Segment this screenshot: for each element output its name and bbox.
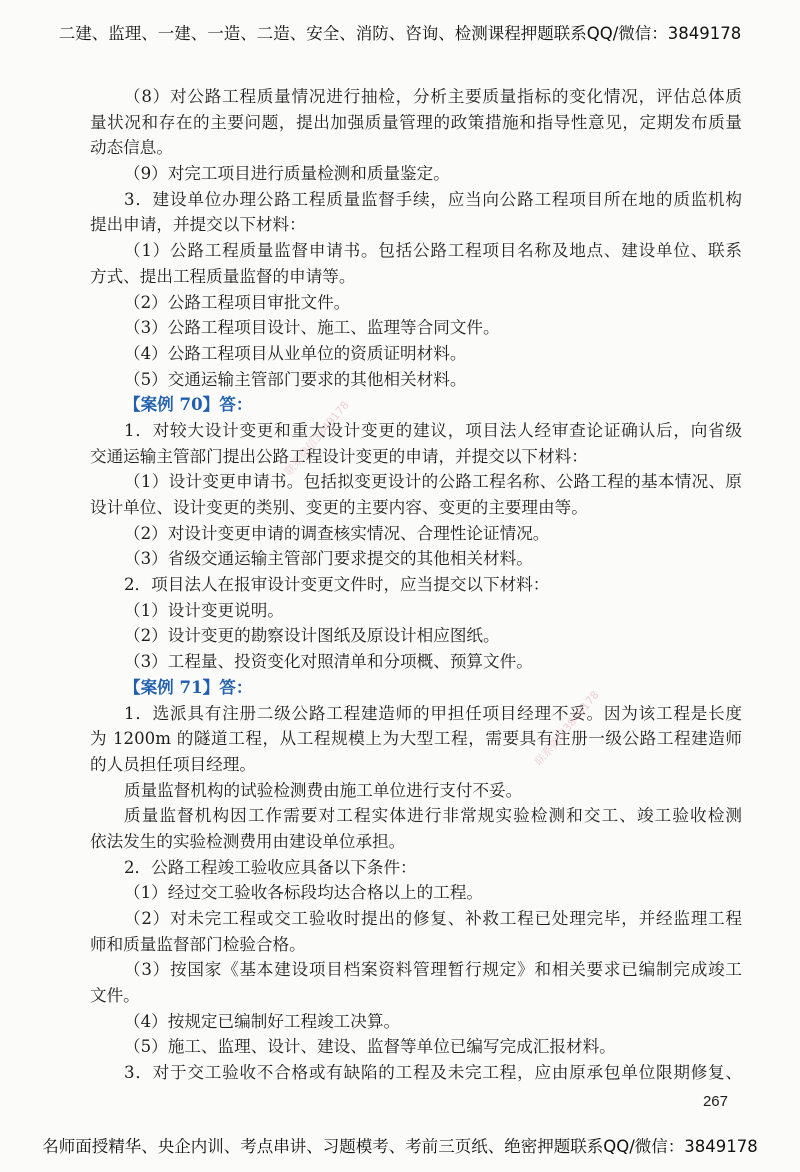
- text-line: （9）对完工项目进行质量检测和质量鉴定。: [124, 164, 450, 184]
- header-banner: 二建、监理、一建、一造、二造、安全、消防、咨询、检测课程押题联系QQ/微信：3849178: [58, 24, 742, 43]
- watermark: 联系微信3849178: [532, 688, 602, 769]
- text-line: 2．公路工程竣工验收应具备以下条件：: [124, 857, 417, 877]
- text-line: （1）公路工程质量监督申请书。包括公路工程项目名称及地点、建设单位、联系: [124, 241, 742, 261]
- text-line: （4）按规定已编制好工程竣工决算。: [124, 1011, 401, 1031]
- text-line: （2）对设计变更申请的调查核实情况、合理性论证情况。: [124, 523, 550, 543]
- text-line: （1）经过交工验收各标段均达合格以上的工程。: [124, 883, 484, 903]
- text-line: （5）交通运输主管部门要求的其他相关材料。: [124, 369, 467, 389]
- text-line: 为 1200m 的隧道工程，从工程规模上为大型工程，需要具有注册一级公路工程建造师: [90, 729, 742, 749]
- text-line: 3．对于交工验收不合格或有缺陷的工程及未完工程，应由原承包单位限期修复、: [124, 1063, 742, 1083]
- text-line: 的人员担任项目经理。: [90, 754, 256, 774]
- text-line: 量状况和存在的主要问题，提出加强质量管理的政策措施和指导性意见，定期发布质量: [90, 112, 742, 132]
- text-line: （5）施工、监理、设计、建设、监督等单位已编写完成汇报材料。: [124, 1037, 616, 1057]
- text-line: 依法发生的实验检测费用由建设单位承担。: [90, 831, 406, 851]
- text-line: 1．对较大设计变更和重大设计变更的建议，项目法人经审查论证确认后，向省级: [124, 420, 742, 440]
- text-line: （2）对未完工程或交工验收时提出的修复、补救工程已处理完毕，并经监理工程: [124, 909, 742, 928]
- watermark: 联系微信3849178: [282, 398, 352, 479]
- text-line: （2）设计变更的勘察设计图纸及原设计相应图纸。: [124, 626, 500, 646]
- text-line: （8）对公路工程质量情况进行抽检，分析主要质量指标的变化情况，评估总体质: [124, 87, 742, 106]
- text-line: 方式、提出工程质量监督的申请等。: [90, 266, 356, 286]
- text-line: 动态信息。: [90, 138, 173, 158]
- page-number: 267: [702, 1093, 728, 1110]
- case-heading: 【案例 71】答：: [124, 676, 253, 697]
- text-line: （3）按国家《基本建设项目档案资料管理暂行规定》和相关要求已编制完成竣工: [124, 960, 742, 980]
- text-line: （1）设计变更申请书。包括拟变更设计的公路工程名称、公路工程的基本情况、原: [124, 472, 742, 492]
- footer-banner: 名师面授精华、央企内训、考点串讲、习题模考、考前三页纸、绝密押题联系QQ/微信：3849178: [42, 1137, 758, 1156]
- document-body: [90, 84, 742, 1086]
- text-line: 交通运输主管部门提出公路工程设计变更的申请，并提交以下材料：: [90, 446, 588, 466]
- text-line: （3）公路工程项目设计、施工、监理等合同文件。: [124, 318, 500, 338]
- text-line: 提出申请，并提交以下材料：: [90, 215, 306, 235]
- text-line: 文件。: [90, 986, 140, 1006]
- text-line: 质量监督机构的试验检测费由施工单位进行支付不妥。: [124, 780, 523, 800]
- text-line: （3）省级交通运输主管部门要求提交的其他相关材料。: [124, 549, 533, 569]
- text-line: （2）公路工程项目审批文件。: [124, 292, 351, 312]
- text-line: （3）工程量、投资变化对照清单和分项概、预算文件。: [124, 652, 533, 672]
- text-line: 1．选派具有注册二级公路工程建造师的甲担任项目经理不妥。因为该工程是长度: [124, 703, 742, 723]
- text-line: 2．项目法人在报审设计变更文件时，应当提交以下材料：: [124, 575, 550, 595]
- text-line: （1）设计变更说明。: [124, 600, 284, 620]
- text-line: 师和质量监督部门检验合格。: [90, 934, 306, 954]
- text-line: （4）公路工程项目从业单位的资质证明材料。: [124, 343, 467, 363]
- text-line: 设计单位、设计变更的类别、变更的主要内容、变更的主要理由等。: [90, 498, 588, 517]
- text-line: 3．建设单位办理公路工程质量监督手续，应当向公路工程项目所在地的质监机构: [124, 189, 742, 209]
- case-heading: 【案例 70】答：: [124, 394, 253, 415]
- text-line: 质量监督机构因工作需要对工程实体进行非常规实验检测和交工、竣工验收检测: [124, 806, 742, 826]
